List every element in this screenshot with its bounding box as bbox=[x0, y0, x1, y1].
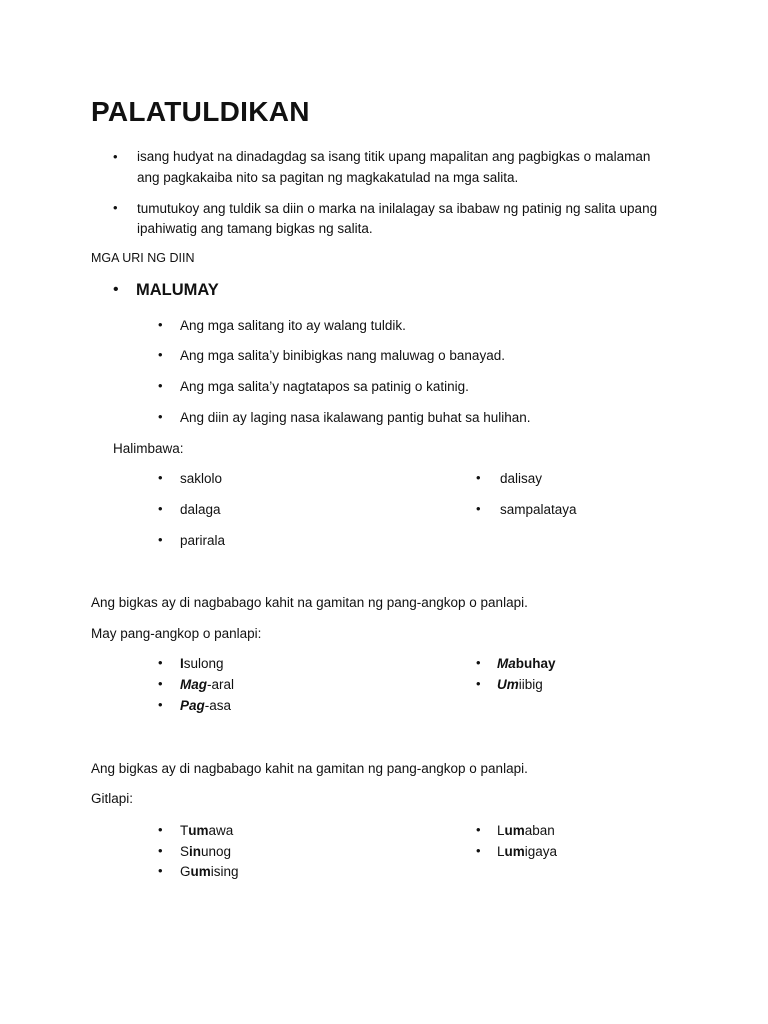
intro-bullet-1-line-2: ang pagkakaiba nito sa pagitan ng magkakatulad na mga salita. bbox=[137, 170, 519, 185]
bullet-icon: • bbox=[158, 697, 163, 712]
section-heading: MGA URI NG DIIN bbox=[91, 251, 195, 265]
panlapi-label: May pang-angkop o panlapi: bbox=[91, 626, 262, 641]
bullet-icon: • bbox=[113, 281, 119, 298]
malumay-point-3: Ang mga salita’y nagtatapos sa patinig o katinig. bbox=[180, 379, 469, 394]
panlapi-word: Isulong bbox=[180, 656, 224, 671]
bullet-icon: • bbox=[158, 822, 163, 837]
bullet-icon: • bbox=[158, 655, 163, 670]
bullet-icon: • bbox=[158, 843, 163, 858]
bullet-icon: • bbox=[158, 409, 163, 424]
malumay-heading: MALUMAY bbox=[136, 281, 219, 299]
intro-bullet-1-line-1: isang hudyat na dinadagdag sa isang titik upang mapalitan ang pagbigkas o malaman bbox=[137, 149, 651, 164]
malumay-point-1: Ang mga salitang ito ay walang tuldik. bbox=[180, 318, 406, 333]
panlapi-word: Pag-asa bbox=[180, 698, 232, 713]
bullet-icon: • bbox=[158, 347, 163, 362]
example-item: dalaga bbox=[180, 502, 221, 517]
examples-label: Halimbawa: bbox=[113, 441, 184, 456]
bullet-icon: • bbox=[158, 532, 163, 547]
bullet-icon: • bbox=[158, 378, 163, 393]
bullet-icon: • bbox=[476, 676, 481, 691]
bullet-icon: • bbox=[158, 501, 163, 516]
panlapi-word: Umiibig bbox=[497, 677, 543, 692]
page-title: PALATULDIKAN bbox=[91, 96, 310, 127]
note-1: Ang bigkas ay di nagbabago kahit na gamitan ng pang-angkop o panlapi. bbox=[91, 595, 528, 610]
bullet-icon: • bbox=[476, 843, 481, 858]
gitlapi-label: Gitlapi: bbox=[91, 791, 134, 806]
malumay-point-4: Ang diin ay laging nasa ikalawang pantig buhat sa hulihan. bbox=[180, 410, 531, 425]
bullet-icon: • bbox=[476, 470, 481, 485]
bullet-icon: • bbox=[158, 863, 163, 878]
bullet-icon: • bbox=[476, 501, 481, 516]
gitlapi-word: Lumaban bbox=[497, 823, 555, 838]
bullet-icon: • bbox=[476, 655, 481, 670]
example-item: dalisay bbox=[500, 471, 543, 486]
intro-bullet-2-line-1: tumutukoy ang tuldik sa diin o marka na inilalagay sa ibabaw ng patinig ng salita upang bbox=[137, 201, 658, 216]
panlapi-word: Mag-aral bbox=[180, 677, 235, 692]
intro-bullet-2-line-2: ipahiwatig ang tamang bigkas ng salita. bbox=[137, 221, 373, 236]
bullet-icon: • bbox=[476, 822, 481, 837]
bullet-icon: • bbox=[113, 149, 118, 164]
gitlapi-word: Sinunog bbox=[180, 844, 232, 859]
malumay-point-2: Ang mga salita’y binibigkas nang maluwag o banayad. bbox=[180, 348, 505, 363]
bullet-icon: • bbox=[158, 676, 163, 691]
example-item: saklolo bbox=[180, 471, 223, 486]
panlapi-word: Mabuhay bbox=[497, 656, 556, 671]
example-item: sampalataya bbox=[500, 502, 577, 517]
note-2: Ang bigkas ay di nagbabago kahit na gamitan ng pang-angkop o panlapi. bbox=[91, 761, 528, 776]
gitlapi-word: Lumigaya bbox=[497, 844, 558, 859]
gitlapi-word: Tumawa bbox=[180, 823, 234, 838]
bullet-icon: • bbox=[158, 470, 163, 485]
bullet-icon: • bbox=[113, 200, 118, 215]
bullet-icon: • bbox=[158, 317, 163, 332]
example-item: parirala bbox=[180, 533, 226, 548]
gitlapi-word: Gumising bbox=[180, 864, 239, 879]
